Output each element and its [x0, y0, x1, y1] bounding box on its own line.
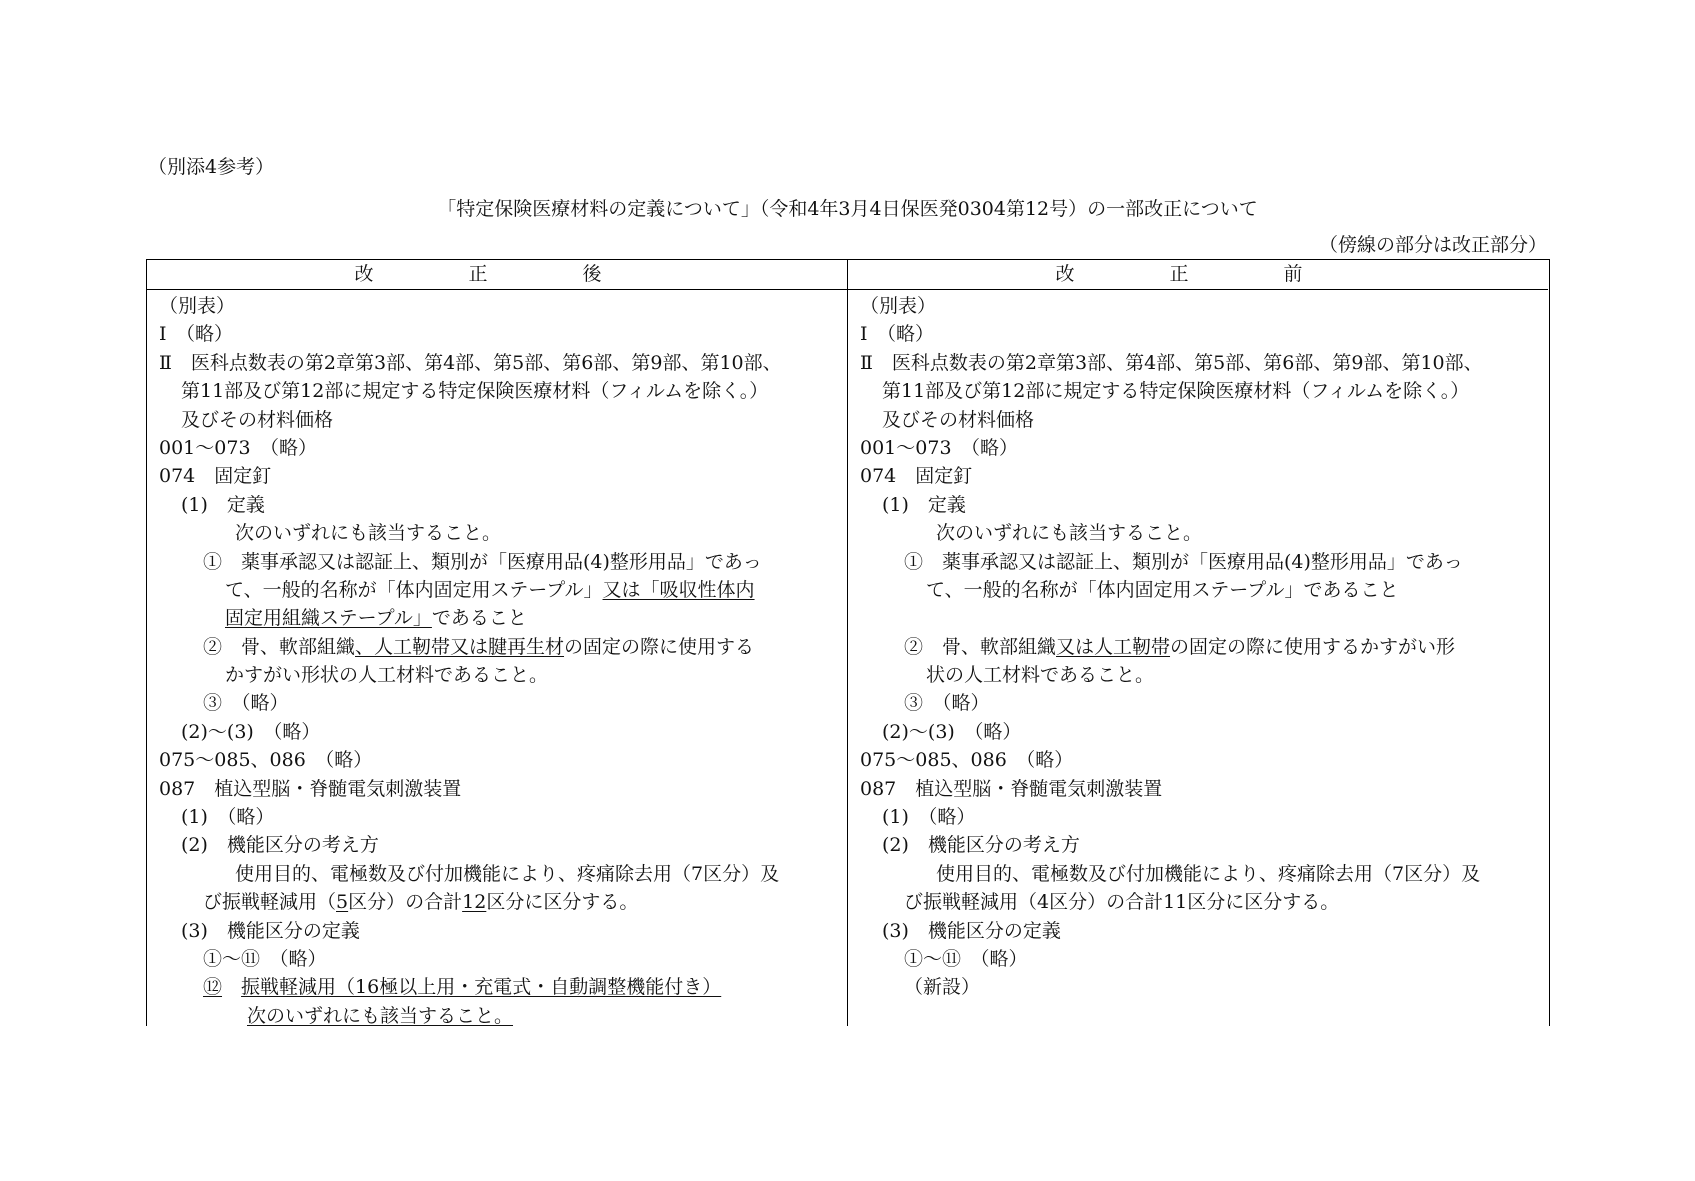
text-line: ①～⑪ （略） — [203, 947, 327, 970]
text-line: て、一般的名称が「体内固定用ステープル」であること — [926, 578, 1399, 601]
text-line: ①～⑪ （略） — [904, 947, 1028, 970]
text-line: Ⅱ 医科点数表の第2章第3部、第4部、第5部、第6部、第9部、第10部、 — [159, 351, 782, 374]
text-line: 074 固定釘 — [860, 465, 973, 488]
text-line: 第11部及び第12部に規定する特定保険医療材料（フィルムを除く。） — [181, 380, 769, 403]
before-column-header: 改 正 前 — [848, 260, 1548, 290]
text-line: 087 植込型脳・脊髄電気刺激装置 — [860, 777, 1163, 800]
text-line: （新設） — [904, 976, 981, 999]
text-line: ① 薬事承認又は認証上、類別が「医療用品(4)整形用品」であっ — [203, 550, 762, 573]
text-line: 次のいずれにも該当すること。 — [936, 522, 1203, 545]
text-line: 状の人工材料であること。 — [926, 664, 1155, 687]
revised-text: 12 — [462, 891, 487, 914]
comparison-table — [146, 259, 1550, 1026]
text-line: （別表） — [159, 295, 236, 317]
text-line: (2)～(3) （略） — [181, 720, 321, 743]
reference-label: （別添4参考） — [148, 156, 275, 178]
revised-text: 又は「吸収性体内 — [602, 578, 755, 601]
text-span: 区分に区分する。 — [486, 891, 639, 914]
text-line: 075～085、086 （略） — [860, 749, 1074, 772]
text-line: 075～085、086 （略） — [159, 749, 373, 772]
text-line: び振戦軽減用（4区分）の合計11区分に区分する。 — [904, 891, 1340, 914]
text-line: ③ （略） — [904, 692, 990, 715]
document-title: 「特定保険医療材料の定義について」（令和4年3月4日保医発0304第12号）の一部改正について — [437, 198, 1258, 220]
text-line: (3) 機能区分の定義 — [181, 919, 360, 942]
text-span: て、一般的名称が「体内固定用ステープル」 — [225, 578, 603, 601]
text-line: 001～073 （略） — [159, 436, 318, 459]
text-line — [159, 604, 847, 632]
text-line — [159, 1002, 847, 1030]
text-line: Ⅰ （略） — [860, 323, 935, 346]
text-line: ① 薬事承認又は認証上、類別が「医療用品(4)整形用品」であっ — [904, 550, 1463, 573]
text-line: 074 固定釘 — [159, 465, 272, 488]
before-column-body — [848, 290, 1548, 1002]
text-line — [159, 888, 847, 916]
text-span: であること — [431, 607, 527, 630]
underline-note: （傍線の部分は改正部分） — [1318, 234, 1547, 256]
text-line: 001～073 （略） — [860, 436, 1019, 459]
after-column-header: 改 正 後 — [147, 260, 847, 290]
text-line: （別表） — [860, 295, 937, 317]
text-line: Ⅱ 医科点数表の第2章第3部、第4部、第5部、第6部、第9部、第10部、 — [860, 351, 1483, 374]
before-column — [848, 260, 1548, 1026]
after-column — [147, 260, 848, 1026]
after-column-body — [147, 290, 847, 1030]
blank-line — [860, 604, 1548, 632]
text-line: 使用目的、電極数及び付加機能により、疼痛除去用（7区分）及 — [936, 862, 1481, 885]
text-line: 及びその材料価格 — [181, 408, 334, 431]
text-line: Ⅰ （略） — [159, 323, 234, 346]
text-line: (2) 機能区分の考え方 — [882, 834, 1080, 857]
text-span: の固定の際に使用する — [564, 635, 755, 658]
revised-text: 5 — [336, 891, 349, 914]
text-line: 及びその材料価格 — [882, 408, 1035, 431]
revised-text: 、人工靭帯又は腱再生材 — [355, 635, 565, 658]
text-line: (2)～(3) （略） — [882, 720, 1022, 743]
text-line: 使用目的、電極数及び付加機能により、疼痛除去用（7区分）及 — [235, 862, 780, 885]
revised-text: 次のいずれにも該当すること。 — [247, 1004, 514, 1027]
text-line: (1) （略） — [181, 806, 275, 829]
text-span: の固定の際に使用するかすがい形 — [1170, 635, 1456, 658]
text-line: (3) 機能区分の定義 — [882, 919, 1061, 942]
text-line — [159, 576, 847, 604]
text-line — [159, 633, 847, 661]
text-line: 次のいずれにも該当すること。 — [235, 522, 502, 545]
text-line: (2) 機能区分の考え方 — [181, 834, 379, 857]
text-span: 区分）の合計 — [348, 891, 463, 914]
text-line: (1) （略） — [882, 806, 976, 829]
text-span: び振戦軽減用（ — [203, 891, 337, 914]
text-line — [159, 973, 847, 1001]
text-line — [860, 633, 1548, 661]
text-line: (1) 定義 — [882, 493, 966, 516]
revised-text: 振戦軽減用（16極以上用・充電式・自動調整機能付き） — [241, 976, 722, 999]
text-span: ② 骨、軟部組織 — [904, 635, 1057, 658]
text-line: 087 植込型脳・脊髄電気刺激装置 — [159, 777, 462, 800]
revised-text: ⑫ — [203, 976, 223, 999]
text-line: (1) 定義 — [181, 493, 265, 516]
text-line: 第11部及び第12部に規定する特定保険医療材料（フィルムを除く。） — [882, 380, 1470, 403]
text-line: ③ （略） — [203, 692, 289, 715]
revised-text: 又は人工靭帯 — [1056, 635, 1171, 658]
text-line: かすがい形状の人工材料であること。 — [225, 664, 549, 687]
revised-text: 固定用組織ステープル」 — [225, 607, 432, 630]
text-span: ② 骨、軟部組織 — [203, 635, 356, 658]
